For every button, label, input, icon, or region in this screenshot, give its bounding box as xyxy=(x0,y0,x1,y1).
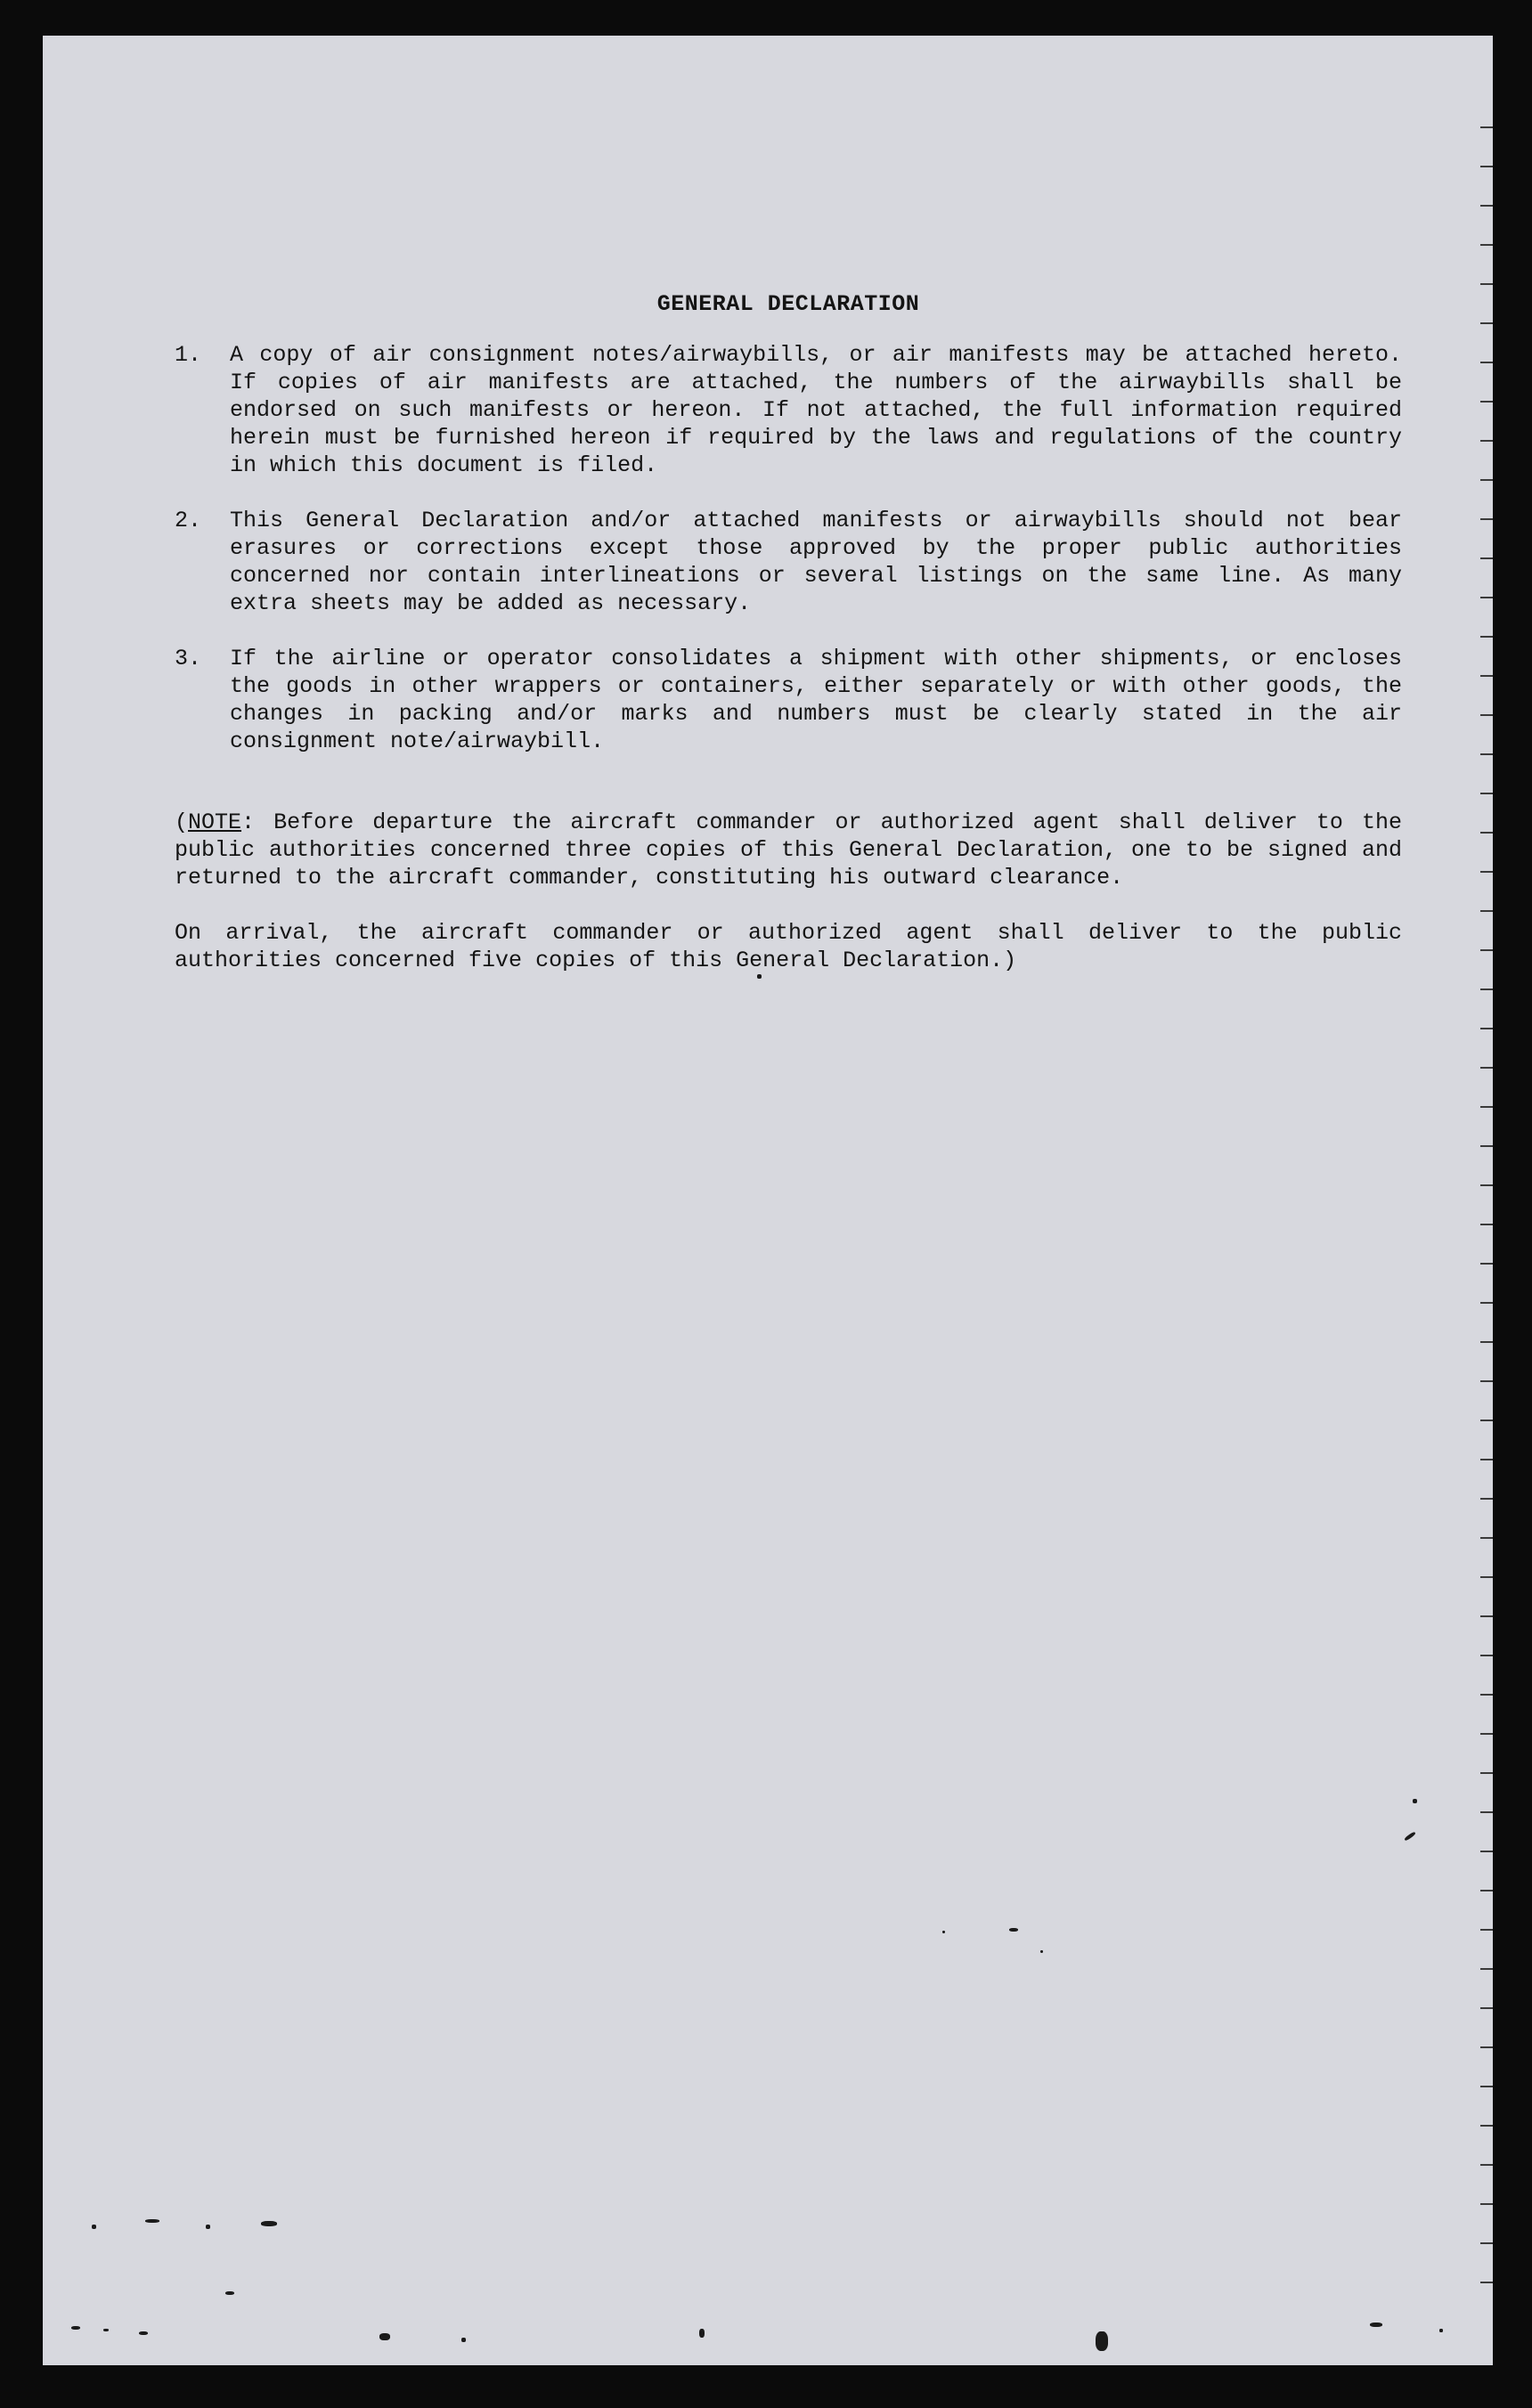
scan-speck xyxy=(139,2331,148,2335)
scan-speck xyxy=(757,974,762,979)
list-item xyxy=(175,507,1402,617)
item-text: This General Declaration and/or attached manifests or airwaybills should not bear erasures or corrections except those approved by the proper public authorities concerned nor contain interlineations or several listings on the same line. As many extra sheets may be added as necessary. xyxy=(230,508,1402,616)
list-item xyxy=(175,645,1402,755)
scan-speck xyxy=(261,2221,277,2226)
document-page xyxy=(43,36,1493,2365)
page-edge-marks xyxy=(1480,89,1493,2312)
note-colon: : xyxy=(241,809,256,835)
scan-speck xyxy=(1413,1799,1417,1803)
scan-speck xyxy=(1439,2329,1443,2332)
document-title: GENERAL DECLARATION xyxy=(656,291,920,317)
scan-speck xyxy=(461,2338,466,2342)
scan-speck xyxy=(103,2329,109,2331)
scan-speck xyxy=(1009,1928,1018,1932)
note-text: Before departure the aircraft commander or authorized agent shall deliver to the public authorities concerned three copies of this General Declaration, one to be signed and returned to the aircraft commander, constituting his outward clearance. xyxy=(175,809,1402,891)
scan-speck xyxy=(225,2291,234,2295)
document-body xyxy=(175,258,1402,974)
item-number: 3. xyxy=(175,646,202,671)
scan-speck xyxy=(206,2225,210,2229)
scan-speck xyxy=(71,2326,80,2330)
scan-speck xyxy=(92,2225,96,2229)
scan-speck xyxy=(942,1931,945,1933)
scan-speck xyxy=(379,2333,390,2340)
arrival-paragraph: On arrival, the aircraft commander or authorized agent shall deliver to the public authorities concerned five copies of this General Declaration.) xyxy=(175,920,1402,973)
item-text: A copy of air consignment notes/airwaybills, or air manifests may be attached hereto. If copies of air manifests are attached, the numbers of the airwaybills shall be endorsed on such manifests or hereon. If not attached, the full information required herein must be furnished hereon if required by the laws and regulations of the country in which this document is filed. xyxy=(230,342,1402,478)
scan-speck xyxy=(1404,1831,1416,1841)
scan-speck xyxy=(699,2329,705,2338)
scan-speck xyxy=(145,2219,159,2223)
item-number: 1. xyxy=(175,342,202,368)
item-number: 2. xyxy=(175,508,202,533)
note-open-paren: ( xyxy=(175,809,189,835)
scan-speck xyxy=(1096,2331,1108,2351)
scan-speck xyxy=(1370,2323,1382,2327)
list-item xyxy=(175,341,1402,479)
scan-speck xyxy=(1040,1950,1043,1953)
note-label: NOTE xyxy=(188,809,242,835)
item-text: If the airline or operator consolidates a shipment with other shipments, or encloses the goods in other wrappers or containers, either separately or with other goods, the changes in packing and/or marks and numbers must be clearly stated in the air consignment note/airwaybill. xyxy=(230,646,1402,754)
note-paragraph xyxy=(175,809,1402,891)
